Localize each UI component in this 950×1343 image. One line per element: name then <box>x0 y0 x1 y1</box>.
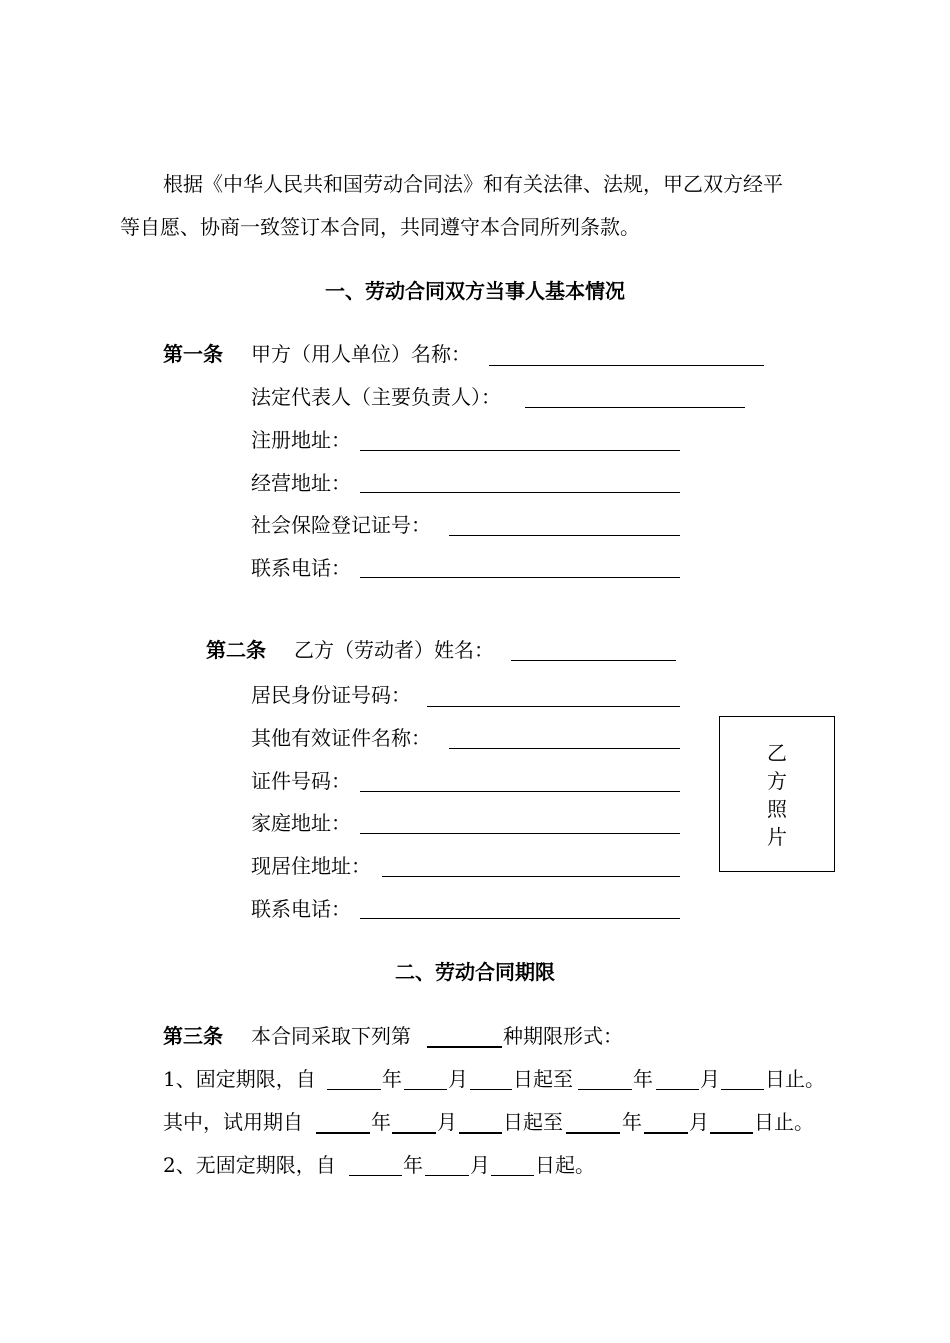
employer-name-label: 甲方（用人单位）名称： <box>251 342 471 366</box>
article-3-text-a: 本合同采取下列第 <box>251 1024 411 1048</box>
business-address-field[interactable] <box>360 492 680 493</box>
employee-phone-field[interactable] <box>360 918 680 919</box>
probation-start-month-field[interactable] <box>392 1132 436 1134</box>
fixed-start-month-field[interactable] <box>404 1089 447 1090</box>
open-start-year-field[interactable] <box>349 1175 402 1176</box>
fixed-from-label: 日起至 <box>513 1067 573 1091</box>
social-insurance-label: 社会保险登记证号： <box>251 513 431 537</box>
probation-month-label: 月 <box>437 1110 457 1134</box>
fixed-end-day-field[interactable] <box>721 1089 764 1090</box>
probation-start-year-field[interactable] <box>316 1132 370 1134</box>
article-1-title: 第一条 <box>163 342 223 366</box>
employee-phone-label: 联系电话： <box>251 897 351 921</box>
business-address-label: 经营地址： <box>251 471 351 495</box>
registered-address-label: 注册地址： <box>251 428 351 452</box>
photo-char-3: 照 <box>767 797 787 821</box>
employer-name-field[interactable] <box>489 365 764 366</box>
id-number-field[interactable] <box>427 706 680 707</box>
employee-name-field[interactable] <box>511 660 676 661</box>
photo-box[interactable] <box>719 716 835 872</box>
fixed-end-month-field[interactable] <box>656 1089 699 1090</box>
social-insurance-field[interactable] <box>449 535 680 536</box>
open-start-month-field[interactable] <box>425 1175 469 1176</box>
probation-end-year-label: 年 <box>622 1110 642 1134</box>
fixed-end-year-field[interactable] <box>578 1089 632 1090</box>
article-2-title: 第二条 <box>206 638 266 662</box>
fixed-term-prefix: 1、固定期限，自 <box>163 1067 316 1091</box>
photo-char-2: 方 <box>767 769 787 793</box>
employer-phone-label: 联系电话： <box>251 556 351 580</box>
probation-from-label: 日起至 <box>503 1110 563 1134</box>
fixed-end-month-label: 月 <box>700 1067 720 1091</box>
document-number-field[interactable] <box>360 791 680 792</box>
open-term-prefix: 2、无固定期限，自 <box>163 1153 336 1177</box>
id-number-label: 居民身份证号码： <box>251 683 411 707</box>
photo-char-4: 片 <box>767 825 787 849</box>
registered-address-field[interactable] <box>360 450 680 451</box>
intro-line-2: 等自愿、协商一致签订本合同，共同遵守本合同所列条款。 <box>120 215 640 239</box>
probation-start-day-field[interactable] <box>459 1132 502 1134</box>
legal-rep-label: 法定代表人（主要负责人）： <box>251 385 501 409</box>
home-address-label: 家庭地址： <box>251 811 351 835</box>
term-type-field[interactable] <box>427 1046 502 1048</box>
open-start-day-field[interactable] <box>491 1175 534 1176</box>
fixed-start-day-field[interactable] <box>470 1089 512 1090</box>
intro-line-1: 根据《中华人民共和国劳动合同法》和有关法律、法规，甲乙双方经平 <box>163 172 783 196</box>
fixed-to-label: 日止。 <box>765 1067 825 1091</box>
photo-char-1: 乙 <box>767 741 787 765</box>
fixed-start-year-field[interactable] <box>327 1089 381 1090</box>
section-2-heading: 二、劳动合同期限 <box>395 960 555 984</box>
probation-end-year-field[interactable] <box>566 1132 620 1134</box>
other-id-name-label: 其他有效证件名称： <box>251 726 431 750</box>
current-address-label: 现居住地址： <box>251 854 371 878</box>
probation-to-label: 日止。 <box>754 1110 814 1134</box>
open-month-label: 月 <box>470 1153 490 1177</box>
probation-end-month-field[interactable] <box>644 1132 688 1134</box>
legal-rep-field[interactable] <box>525 407 745 408</box>
photo-label <box>720 739 834 851</box>
document-number-label: 证件号码： <box>251 769 351 793</box>
fixed-end-year-label: 年 <box>633 1067 653 1091</box>
employee-name-label: 乙方（劳动者）姓名： <box>294 638 494 662</box>
probation-end-month-label: 月 <box>689 1110 709 1134</box>
open-year-label: 年 <box>403 1153 423 1177</box>
home-address-field[interactable] <box>360 833 680 834</box>
fixed-month-label: 月 <box>448 1067 468 1091</box>
probation-year-label: 年 <box>371 1110 391 1134</box>
article-3-title: 第三条 <box>163 1024 223 1048</box>
current-address-field[interactable] <box>382 876 680 877</box>
probation-prefix: 其中，试用期自 <box>163 1110 303 1134</box>
fixed-year-label: 年 <box>382 1067 402 1091</box>
other-id-name-field[interactable] <box>449 748 680 749</box>
section-1-heading: 一、劳动合同双方当事人基本情况 <box>325 279 625 303</box>
employer-phone-field[interactable] <box>360 577 680 578</box>
open-from-label: 日起。 <box>535 1153 595 1177</box>
article-3-text-b: 种期限形式： <box>503 1024 623 1048</box>
probation-end-day-field[interactable] <box>710 1132 753 1134</box>
